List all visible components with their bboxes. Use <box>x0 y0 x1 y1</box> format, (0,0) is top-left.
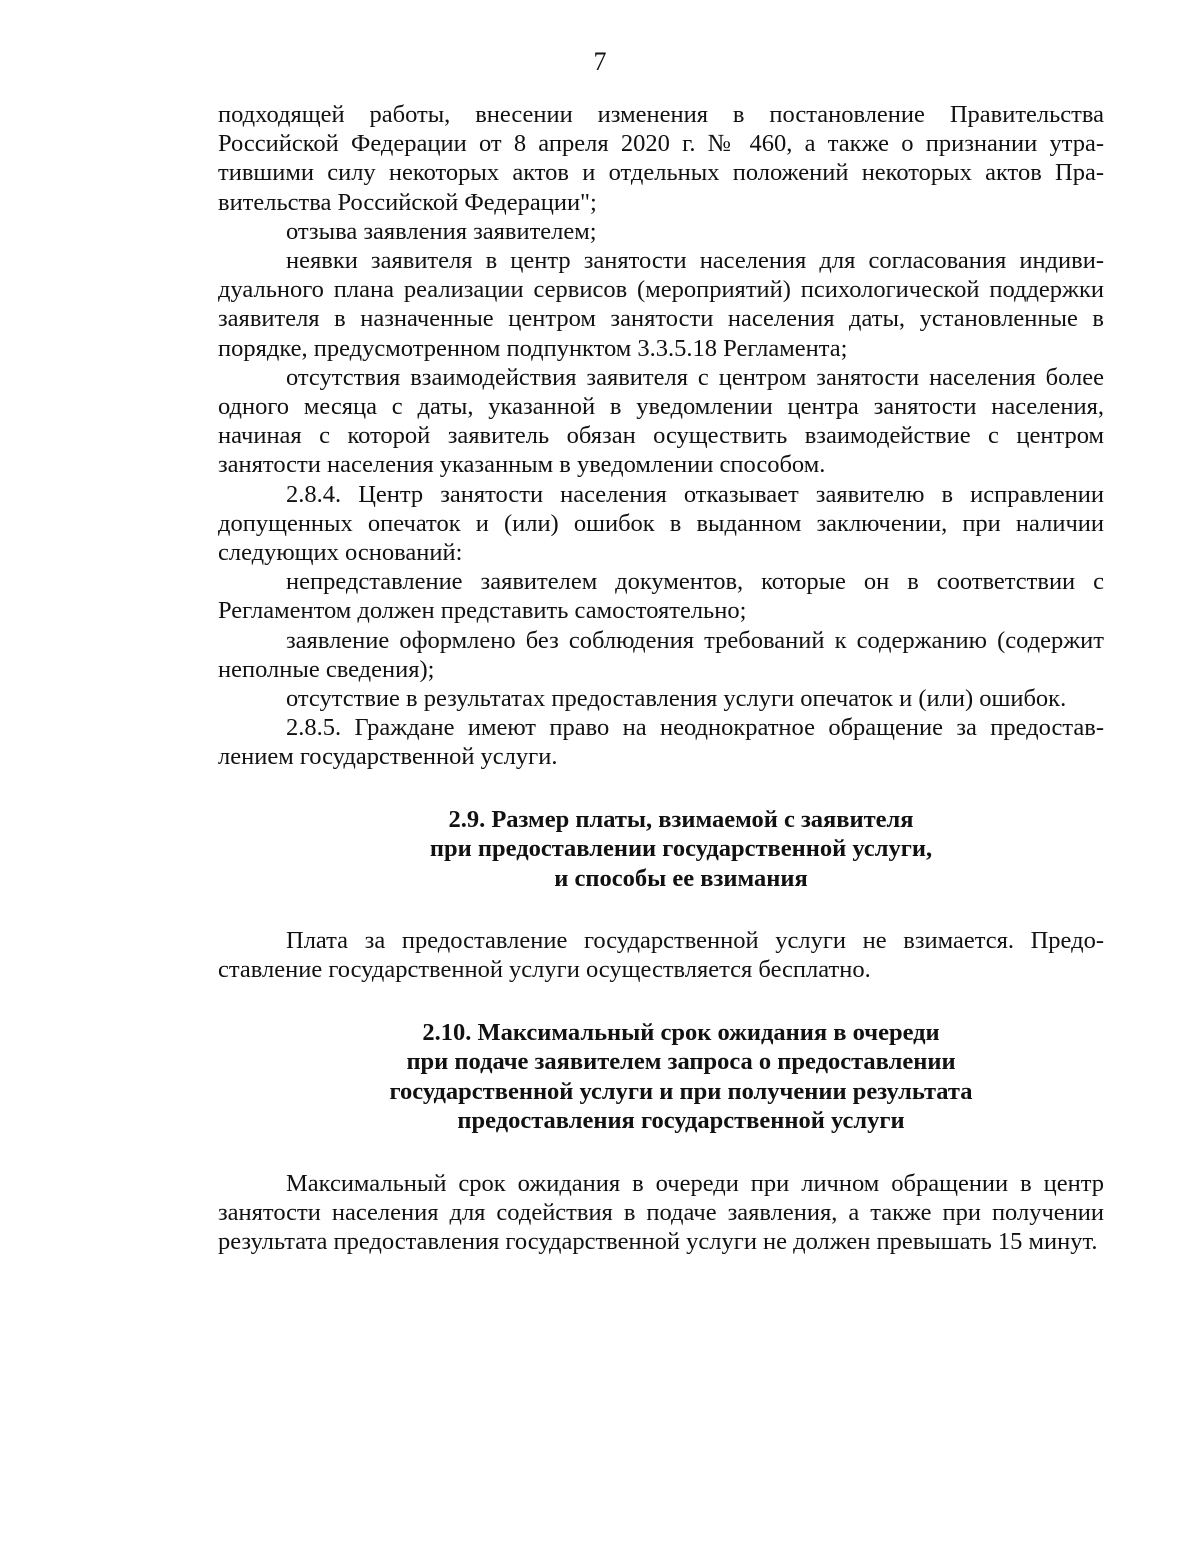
section-heading-2-10 <box>218 1018 1104 1136</box>
heading-line: при предоставлении государственной услуги, <box>429 835 933 863</box>
clause-2-8-5: 2.8.5. Граждане имеют право на неоднократное обращение за предоставлением государственной услуги. <box>218 714 1104 771</box>
heading-line: при подаче заявителем запроса о предоставлении <box>406 1048 956 1076</box>
section-body-2-10: Максимальный срок ожидания в очереди при личном обращении в центр занятости населения для содействия в подаче заявления, а также при получении результата предоставления государственной услуги не должен превышать 15 минут. <box>218 1169 1104 1255</box>
heading-line: и способы ее взимания <box>554 864 808 892</box>
list-item-requirements: заявление оформлено без соблюдения требований к содержанию (содержит неполные сведения); <box>218 626 1104 683</box>
section-heading-2-9 <box>218 805 1104 894</box>
heading-line: предоставления государственной услуги <box>457 1107 905 1135</box>
heading-line: 2.10. Максимальный срок ожидания в очереди <box>422 1018 940 1046</box>
section-body-2-9: Плата за предоставление государственной услуги не взимается. Предоставление государственной услуги осуществляется бесплатно. <box>218 927 1104 984</box>
list-item-documents: непредставление заявителем документов, которые он в соответствии с Регламентом должен представить самостоятельно; <box>218 568 1104 625</box>
clause-2-8-4: 2.8.4. Центр занятости населения отказывает заявителю в исправлении допущенных опечаток и (или) ошибок в выданном заключении, при наличии следующих оснований: <box>218 480 1104 567</box>
page-content <box>218 100 1104 1256</box>
list-item-no-errors: отсутствие в результатах предоставления услуги опечаток и (или) ошибок. <box>286 685 1067 713</box>
list-item-withdrawal: отзыва заявления заявителем; <box>286 217 597 245</box>
page-number: 7 <box>593 47 607 76</box>
heading-line: 2.9. Размер платы, взимаемой с заявителя <box>448 805 914 833</box>
paragraph-continuation: подходящей работы, внесении изменения в постановление Правительства Российской Федерации от 8 апреля 2020 г. № 460, а также о признании утратившими силу некоторых актов и отдельных положений некоторых актов Правительства Российской Федерации"; <box>218 101 1104 216</box>
heading-line: государственной услуги и при получении результата <box>389 1077 973 1105</box>
list-item-no-interaction: отсутствия взаимодействия заявителя с центром занятости населения более одного месяца с даты, указанной в уведомлении центра занятости населения, начиная с которой заявитель обязан осуществить взаимодействие с центром занятости населения указанным в уведомлении способом. <box>218 363 1104 479</box>
list-item-non-appearance: неявки заявителя в центр занятости населения для согласования индивидуального плана реализации сервисов (мероприятий) психологической поддержки заявителя в назначенные центром занятости населения даты, установленные в порядке, предусмотренном подпунктом 3.3.5.18 Регламента; <box>218 247 1104 362</box>
